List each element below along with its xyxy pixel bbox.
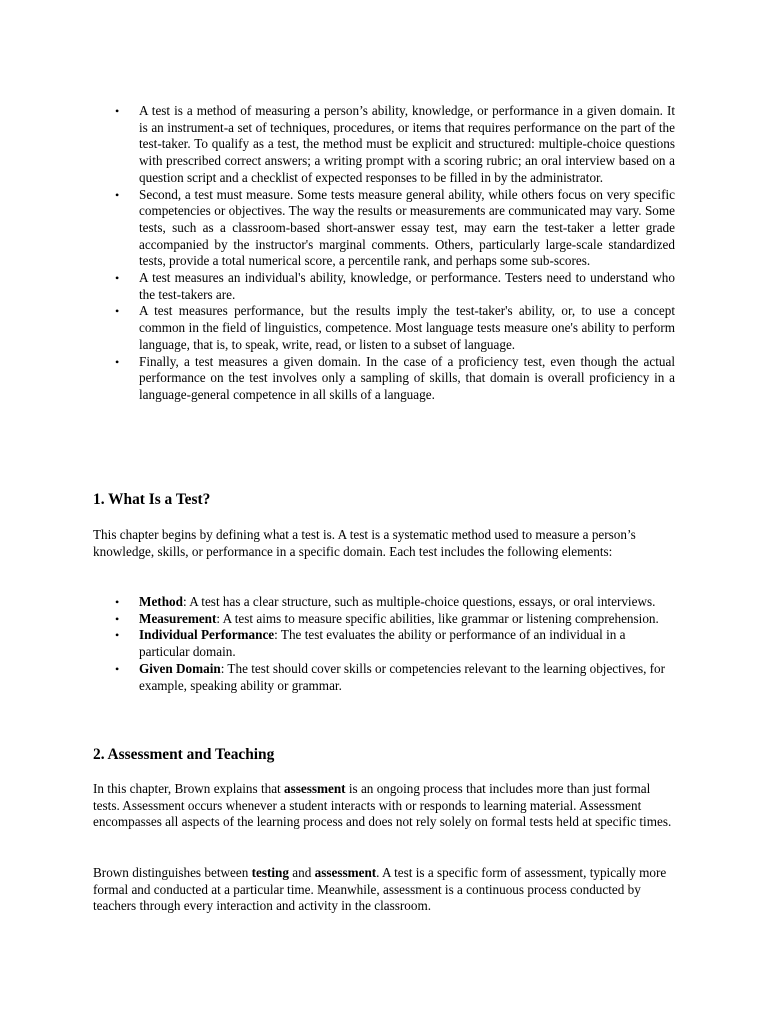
list-item	[93, 187, 675, 271]
test-elements-list	[93, 594, 675, 694]
bullet-icon: •	[115, 628, 120, 643]
bullet-icon: •	[115, 187, 120, 202]
bullet-icon: •	[115, 595, 120, 609]
element-description: : The test evaluates the ability or performance of an individual in a particular domain.	[139, 627, 626, 660]
element-term: Given Domain	[139, 660, 221, 676]
list-item	[93, 661, 675, 694]
section-heading-assessment-and-teaching: 2. Assessment and Teaching	[93, 746, 275, 763]
section1-paragraph: This chapter begins by defining what a test is. A test is a systematic method used to measure a person’s knowledge, skills, or performance in a specific domain. Each test includes the following elements:	[93, 527, 636, 559]
section2-paragraph-1	[93, 781, 675, 831]
element-description: : A test has a clear structure, such as multiple-choice questions, essays, or oral interviews.	[182, 594, 656, 609]
list-item	[93, 270, 675, 303]
list-item	[93, 627, 675, 660]
list-item-text: A test is a method of measuring a person’s ability, knowledge, or performance in a given domain. It is an instrument-a set of techniques, procedures, or items that requires performance on the part of the test-taker. To qualify as a test, the method must be explicit and structured: multiple-choice questions with prescribed correct answers; a writing prompt with a scoring rubric; an oral interview based on a question script and a checklist of expected responses to be filled in by the administrator.	[139, 103, 675, 185]
list-item	[93, 303, 675, 353]
bullet-icon: •	[115, 354, 120, 369]
list-item	[93, 354, 675, 404]
paragraph-text: In this chapter, Brown explains that	[93, 781, 285, 796]
list-item-text: A test measures performance, but the results imply the test-taker's ability, or, to use a concept common in the field of linguistics, competence. Most language tests measure one's ability to perform language, that is, to speak, write, read, or listen to a subset of language.	[139, 303, 675, 352]
element-description: : A test aims to measure specific abilities, like grammar or listening comprehension.	[216, 610, 659, 626]
list-item	[93, 611, 675, 628]
list-item	[93, 594, 675, 611]
bullet-icon: •	[115, 661, 120, 676]
list-item	[93, 103, 675, 187]
intro-bullet-list	[93, 103, 675, 404]
paragraph-text: . A test is a specific form of assessment, typically more formal and conducted at a particular time. Meanwhile, assessment is a continuous process conducted by teachers through every interaction and activity in the classroom.	[93, 865, 667, 914]
section-heading-what-is-a-test: 1. What Is a Test?	[93, 491, 211, 508]
paragraph-text: is an ongoing process that includes more than just formal tests. Assessment occurs whenever a student interacts with or responds to learning material. Assessment encompasses all aspects of the learning process and does not rely solely on formal tests held at specific times.	[93, 781, 672, 830]
element-description: : The test should cover skills or competencies relevant to the learning objectives, for example, speaking ability or grammar.	[139, 660, 666, 693]
paragraph-text: and	[288, 865, 315, 880]
list-item-text: A test measures an individual's ability, knowledge, or performance. Testers need to understand who the test-takers are.	[139, 270, 675, 302]
list-item-text: Second, a test must measure. Some tests measure general ability, while others focus on very specific competencies or objectives. The way the results or measurements are communicated may vary. Some tests, such as a classroom-based short-answer essay test, may earn the test-taker a letter grade accompanied by the instructor's marginal comments. Others, particularly large-scale standardized tests, provide a total numerical score, a percentile rank, and perhaps some sub-scores.	[139, 186, 675, 269]
section2-paragraph-2	[93, 865, 675, 915]
emphasis-assessment: assessment	[284, 781, 346, 796]
bullet-icon: •	[115, 104, 120, 118]
bullet-icon: •	[115, 304, 120, 319]
paragraph-text: Brown distinguishes between	[93, 865, 252, 880]
emphasis-testing: testing	[251, 865, 289, 880]
element-term: Individual Performance	[139, 627, 275, 643]
bullet-icon: •	[115, 271, 120, 286]
emphasis-assessment: assessment	[314, 865, 377, 880]
bullet-icon: •	[115, 611, 120, 626]
element-term: Method	[139, 594, 183, 609]
element-term: Measurement	[139, 610, 217, 626]
list-item-text: Finally, a test measures a given domain. In the case of a proficiency test, even though the actual performance on the test involves only a sampling of skills, that domain is overall proficiency in a language-general competence in all skills of a language.	[139, 353, 675, 402]
